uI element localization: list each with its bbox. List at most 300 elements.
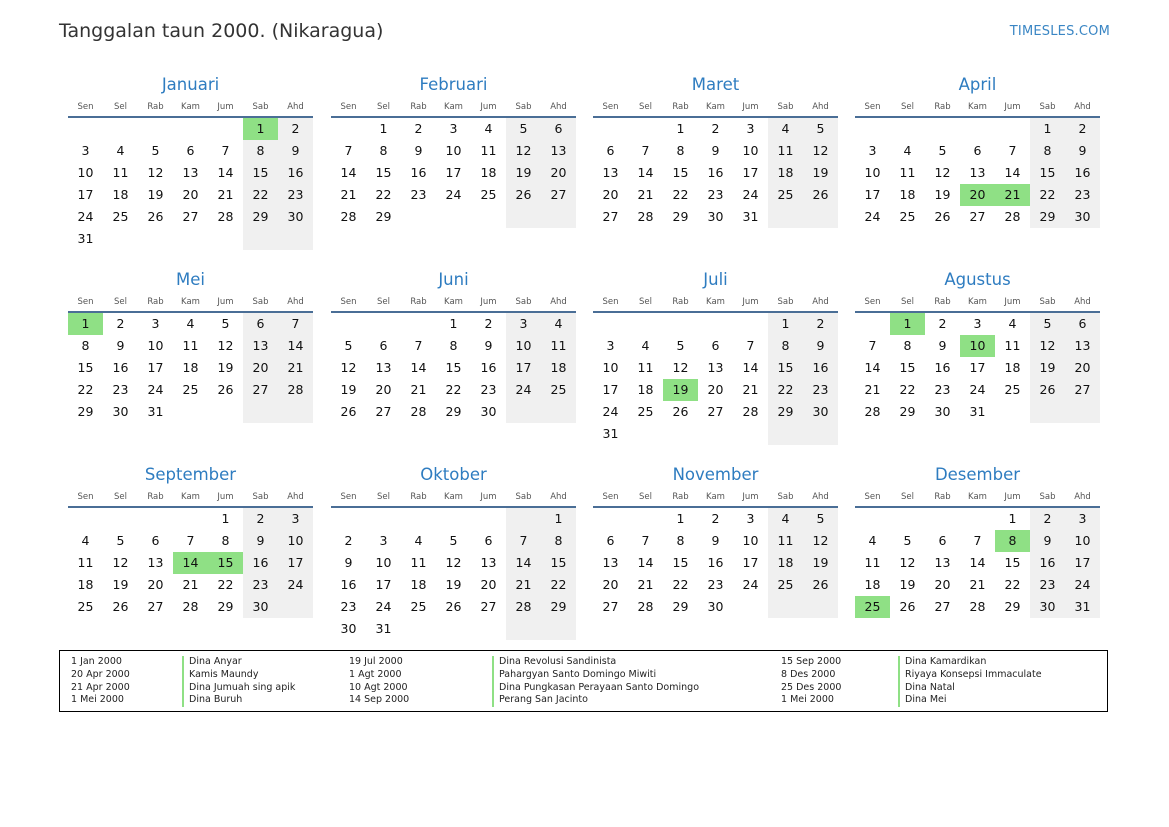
- day-blank: [278, 228, 313, 250]
- day-cell: 16: [112, 360, 129, 375]
- day-cell: 7: [344, 143, 353, 158]
- day-cell: 22: [1030, 184, 1065, 206]
- day-cell: 26: [445, 599, 462, 614]
- weekday-label: Kam: [444, 102, 463, 112]
- day-cell: 14: [410, 360, 427, 375]
- day-cell: 22: [768, 379, 803, 401]
- day-blank: [401, 508, 436, 530]
- day-cell: 13: [707, 360, 724, 375]
- day-cell: 27: [1065, 379, 1100, 401]
- day-cell: 21: [969, 577, 986, 592]
- day-cell: 9: [116, 338, 125, 353]
- day-cell: 27: [147, 599, 164, 614]
- weekday-label: Kam: [706, 102, 725, 112]
- day-cell: 26: [1030, 379, 1065, 401]
- day-cell: 19: [1030, 357, 1065, 379]
- day-cell: 18: [637, 382, 654, 397]
- day-cell: 7: [641, 533, 650, 548]
- day-blank: [138, 508, 173, 530]
- weekday-label: Rab: [672, 492, 689, 502]
- weekday-label: Rab: [147, 492, 164, 502]
- day-cell: 17: [864, 187, 881, 202]
- weekday-label: Rab: [672, 297, 689, 307]
- day-cell: 11: [480, 143, 497, 158]
- day-cell: 9: [1065, 140, 1100, 162]
- day-cell: 22: [672, 577, 689, 592]
- holiday-name: Dina Natal: [898, 682, 955, 695]
- day-blank: [768, 423, 803, 445]
- day-cell: 6: [484, 533, 493, 548]
- day-cell: 16: [1030, 552, 1065, 574]
- day-grid: [855, 118, 1100, 228]
- day-cell: 16: [243, 552, 278, 574]
- day-cell: 23: [1030, 574, 1065, 596]
- day-blank: [243, 401, 278, 423]
- day-cell: 30: [934, 404, 951, 419]
- day-blank: [401, 206, 436, 228]
- day-blank: [628, 508, 663, 530]
- month-november: [593, 463, 838, 618]
- day-blank: [855, 118, 890, 140]
- day-cell: 15: [672, 165, 689, 180]
- day-cell: 4: [641, 338, 650, 353]
- day-blank: [173, 401, 208, 423]
- day-blank: [593, 313, 628, 335]
- day-cell: 1: [541, 508, 576, 530]
- weekday-label: Kam: [444, 297, 463, 307]
- day-cell: 14: [1004, 165, 1021, 180]
- day-blank: [208, 228, 243, 250]
- month-name: Juni: [438, 270, 469, 289]
- weekday-label: Kam: [181, 297, 200, 307]
- weekday-label: Ahd: [812, 102, 829, 112]
- weekday-header: [331, 490, 576, 504]
- day-blank: [331, 508, 366, 530]
- weekday-label: Sel: [901, 102, 914, 112]
- weekday-header: [68, 295, 313, 309]
- day-blank: [925, 508, 960, 530]
- day-cell: 8: [541, 530, 576, 552]
- day-blank: [593, 508, 628, 530]
- holiday-name: Riyaya Konsepsi Immaculate: [898, 669, 1042, 682]
- day-cell: 18: [541, 357, 576, 379]
- day-cell: 8: [243, 140, 278, 162]
- day-cell: 1: [1030, 118, 1065, 140]
- day-cell: 13: [541, 140, 576, 162]
- day-cell: 11: [899, 165, 916, 180]
- day-cell: 14: [742, 360, 759, 375]
- day-cell: 2: [414, 121, 423, 136]
- day-cell: 2: [711, 121, 720, 136]
- day-cell: 27: [602, 209, 619, 224]
- day-cell: 9: [711, 533, 720, 548]
- day-cell: 23: [934, 382, 951, 397]
- day-cell: 19: [934, 187, 951, 202]
- day-cell: 7: [506, 530, 541, 552]
- day-grid: [855, 508, 1100, 618]
- day-blank: [541, 206, 576, 228]
- day-cell: 7: [973, 533, 982, 548]
- day-cell: 23: [410, 187, 427, 202]
- day-cell: 6: [711, 338, 720, 353]
- day-cell: 10: [742, 533, 759, 548]
- day-cell: 18: [480, 165, 497, 180]
- month-name: April: [958, 75, 997, 94]
- day-cell: 26: [803, 574, 838, 596]
- holiday-name: Perang San Jacinto: [492, 694, 588, 707]
- day-blank: [628, 118, 663, 140]
- weekday-label: Sen: [602, 102, 619, 112]
- day-cell: 17: [969, 360, 986, 375]
- day-blank: [366, 508, 401, 530]
- day-cell: 2: [803, 313, 838, 335]
- day-cell: 14: [864, 360, 881, 375]
- day-grid: [593, 313, 838, 445]
- day-cell: 18: [410, 577, 427, 592]
- day-cell: 13: [969, 165, 986, 180]
- day-cell: 14: [217, 165, 234, 180]
- day-cell: 13: [480, 555, 497, 570]
- month-agustus: [855, 268, 1100, 423]
- day-blank: [471, 508, 506, 530]
- day-cell: 10: [506, 335, 541, 357]
- day-cell: 12: [934, 165, 951, 180]
- day-cell: 5: [676, 338, 685, 353]
- day-cell: 7: [221, 143, 230, 158]
- day-cell: 30: [480, 404, 497, 419]
- day-cell: 10: [375, 555, 392, 570]
- day-cell: 15: [445, 360, 462, 375]
- day-cell: 3: [746, 511, 755, 526]
- day-blank: [855, 313, 890, 335]
- day-cell: 9: [344, 555, 353, 570]
- day-cell: 28: [1004, 209, 1021, 224]
- day-cell: 1: [1008, 511, 1017, 526]
- day-cell: 6: [938, 533, 947, 548]
- weekday-label: Sab: [777, 102, 794, 112]
- day-cell: 8: [903, 338, 912, 353]
- day-cell: 16: [340, 577, 357, 592]
- day-cell: 24: [864, 209, 881, 224]
- day-blank: [541, 401, 576, 423]
- day-cell: 17: [742, 165, 759, 180]
- weekday-label: Sel: [639, 297, 652, 307]
- day-cell: 19: [803, 162, 838, 184]
- day-cell: 23: [707, 577, 724, 592]
- day-cell: 21: [340, 187, 357, 202]
- day-cell: 21: [410, 382, 427, 397]
- weekday-label: Rab: [410, 492, 427, 502]
- weekday-label: Sel: [114, 297, 127, 307]
- day-cell: 26: [803, 184, 838, 206]
- day-cell: 13: [375, 360, 392, 375]
- day-cell: 10: [864, 165, 881, 180]
- day-blank: [173, 508, 208, 530]
- weekday-header: [331, 100, 576, 114]
- day-cell: 23: [480, 382, 497, 397]
- weekday-label: Sel: [901, 492, 914, 502]
- weekday-label: Kam: [968, 492, 987, 502]
- day-blank: [855, 508, 890, 530]
- weekday-label: Jum: [480, 102, 497, 112]
- day-cell: 31: [147, 404, 164, 419]
- day-cell: 24: [147, 382, 164, 397]
- day-grid: [331, 508, 576, 640]
- day-cell: 13: [243, 335, 278, 357]
- month-name: September: [144, 465, 237, 484]
- day-cell: 18: [864, 577, 881, 592]
- day-blank: [103, 228, 138, 250]
- day-cell: 2: [243, 508, 278, 530]
- day-cell: 9: [803, 335, 838, 357]
- day-cell: 3: [506, 313, 541, 335]
- holiday-date: 25 Des 2000: [781, 681, 842, 693]
- day-cell: 19: [803, 552, 838, 574]
- day-cell: 30: [803, 401, 838, 423]
- day-cell: 2: [938, 316, 947, 331]
- day-cell: 8: [676, 143, 685, 158]
- weekday-label: Jum: [742, 297, 759, 307]
- day-cell: 28: [410, 404, 427, 419]
- month-name: Maret: [691, 75, 740, 94]
- day-cell: 9: [1030, 530, 1065, 552]
- day-cell: 1: [676, 511, 685, 526]
- weekday-label: Sel: [114, 102, 127, 112]
- weekday-label: Sab: [777, 492, 794, 502]
- day-cell: 27: [375, 404, 392, 419]
- day-cell: 8: [1030, 140, 1065, 162]
- day-blank: [436, 206, 471, 228]
- day-cell: 3: [379, 533, 388, 548]
- day-blank: [401, 313, 436, 335]
- month-name: Mei: [176, 270, 205, 289]
- day-cell: 15: [77, 360, 94, 375]
- holiday-date: 1 Jan 2000: [71, 656, 122, 667]
- day-cell: 13: [602, 555, 619, 570]
- weekday-label: Jum: [1004, 492, 1021, 502]
- day-cell: 26: [506, 184, 541, 206]
- day-cell: 28: [637, 209, 654, 224]
- day-cell: 18: [768, 552, 803, 574]
- day-cell: 15: [672, 555, 689, 570]
- day-cell: 7: [868, 338, 877, 353]
- day-cell: 11: [182, 338, 199, 353]
- month-september: [68, 463, 313, 618]
- holiday-name: Dina Mei: [898, 694, 947, 707]
- day-blank: [925, 118, 960, 140]
- month-maret: [593, 73, 838, 228]
- day-cell: 3: [746, 121, 755, 136]
- day-blank: [1065, 401, 1100, 423]
- day-cell: 9: [243, 530, 278, 552]
- day-cell: 11: [768, 140, 803, 162]
- day-blank: [698, 313, 733, 335]
- day-blank: [208, 401, 243, 423]
- day-blank: [278, 401, 313, 423]
- holiday-day: 20: [960, 184, 995, 206]
- day-cell: 16: [410, 165, 427, 180]
- day-cell: 15: [243, 162, 278, 184]
- weekday-header: [68, 100, 313, 114]
- day-cell: 31: [742, 209, 759, 224]
- weekday-label: Rab: [410, 297, 427, 307]
- day-cell: 27: [934, 599, 951, 614]
- day-blank: [1030, 401, 1065, 423]
- day-cell: 5: [116, 533, 125, 548]
- day-cell: 21: [637, 577, 654, 592]
- day-cell: 29: [77, 404, 94, 419]
- holiday-name: Dina Revolusi Sandinista: [492, 656, 616, 669]
- day-cell: 3: [606, 338, 615, 353]
- day-blank: [436, 618, 471, 640]
- day-cell: 23: [1065, 184, 1100, 206]
- month-name: Agustus: [944, 270, 1011, 289]
- day-cell: 1: [676, 121, 685, 136]
- holiday-date: 21 Apr 2000: [71, 681, 130, 693]
- weekday-label: Jum: [217, 297, 234, 307]
- day-cell: 22: [899, 382, 916, 397]
- day-cell: 21: [742, 382, 759, 397]
- day-blank: [995, 118, 1030, 140]
- day-cell: 3: [1065, 508, 1100, 530]
- weekday-label: Jum: [480, 492, 497, 502]
- day-cell: 30: [112, 404, 129, 419]
- day-cell: 15: [899, 360, 916, 375]
- holiday-name: Kamis Maundy: [182, 669, 258, 682]
- weekday-label: Rab: [147, 102, 164, 112]
- day-cell: 2: [711, 511, 720, 526]
- holiday-date: 15 Sep 2000: [781, 656, 842, 667]
- day-blank: [103, 508, 138, 530]
- day-cell: 14: [340, 165, 357, 180]
- day-blank: [506, 618, 541, 640]
- day-blank: [471, 206, 506, 228]
- day-cell: 6: [606, 143, 615, 158]
- day-cell: 26: [340, 404, 357, 419]
- day-cell: 6: [151, 533, 160, 548]
- day-cell: 8: [379, 143, 388, 158]
- weekday-header: [331, 295, 576, 309]
- day-cell: 30: [1030, 596, 1065, 618]
- day-cell: 10: [742, 143, 759, 158]
- day-cell: 6: [541, 118, 576, 140]
- day-blank: [768, 596, 803, 618]
- day-cell: 18: [112, 187, 129, 202]
- day-blank: [803, 423, 838, 445]
- day-cell: 25: [410, 599, 427, 614]
- day-cell: 25: [112, 209, 129, 224]
- weekday-label: Rab: [934, 102, 951, 112]
- day-blank: [768, 206, 803, 228]
- holiday-day: 25: [855, 596, 890, 618]
- day-blank: [68, 118, 103, 140]
- day-cell: 12: [445, 555, 462, 570]
- weekday-label: Kam: [968, 102, 987, 112]
- day-cell: 20: [934, 577, 951, 592]
- month-name: Desember: [934, 465, 1021, 484]
- day-cell: 27: [707, 404, 724, 419]
- day-cell: 19: [899, 577, 916, 592]
- day-cell: 16: [707, 555, 724, 570]
- day-cell: 3: [449, 121, 458, 136]
- day-cell: 20: [375, 382, 392, 397]
- day-cell: 21: [864, 382, 881, 397]
- day-cell: 31: [1065, 596, 1100, 618]
- day-cell: 26: [147, 209, 164, 224]
- day-grid: [593, 508, 838, 618]
- day-cell: 24: [375, 599, 392, 614]
- day-cell: 26: [672, 404, 689, 419]
- day-cell: 30: [278, 206, 313, 228]
- day-blank: [331, 313, 366, 335]
- day-cell: 29: [672, 599, 689, 614]
- day-cell: 6: [379, 338, 388, 353]
- day-cell: 24: [445, 187, 462, 202]
- weekday-label: Sab: [252, 102, 269, 112]
- weekday-label: Sel: [639, 102, 652, 112]
- day-cell: 7: [1008, 143, 1017, 158]
- day-blank: [401, 618, 436, 640]
- holiday-legend: [59, 650, 1108, 712]
- day-cell: 9: [711, 143, 720, 158]
- month-oktober: [331, 463, 576, 640]
- day-cell: 19: [445, 577, 462, 592]
- weekday-header: [593, 490, 838, 504]
- holiday-date: 20 Apr 2000: [71, 668, 130, 680]
- holiday-date: 14 Sep 2000: [349, 694, 410, 706]
- day-cell: 12: [803, 140, 838, 162]
- day-cell: 12: [340, 360, 357, 375]
- day-cell: 25: [77, 599, 94, 614]
- day-blank: [138, 228, 173, 250]
- day-blank: [628, 313, 663, 335]
- weekday-label: Sel: [377, 102, 390, 112]
- day-cell: 12: [112, 555, 129, 570]
- site-link[interactable]: TIMESLES.COM: [1009, 24, 1110, 39]
- weekday-label: Ahd: [812, 297, 829, 307]
- day-grid: [68, 313, 313, 423]
- day-blank: [733, 596, 768, 618]
- day-cell: 10: [602, 360, 619, 375]
- day-cell: 20: [1065, 357, 1100, 379]
- day-blank: [68, 508, 103, 530]
- day-cell: 20: [480, 577, 497, 592]
- day-cell: 24: [602, 404, 619, 419]
- day-cell: 14: [969, 555, 986, 570]
- day-cell: 3: [151, 316, 160, 331]
- day-cell: 29: [899, 404, 916, 419]
- weekday-label: Ahd: [287, 297, 304, 307]
- month-name: Juli: [703, 270, 728, 289]
- day-cell: 24: [969, 382, 986, 397]
- weekday-label: Jum: [742, 102, 759, 112]
- day-grid: [331, 313, 576, 423]
- weekday-label: Sab: [777, 297, 794, 307]
- day-cell: 22: [672, 187, 689, 202]
- day-cell: 30: [707, 209, 724, 224]
- day-cell: 13: [182, 165, 199, 180]
- weekday-label: Kam: [181, 492, 200, 502]
- day-blank: [663, 313, 698, 335]
- day-cell: 21: [217, 187, 234, 202]
- day-cell: 11: [77, 555, 94, 570]
- day-cell: 28: [969, 599, 986, 614]
- day-cell: 12: [147, 165, 164, 180]
- day-cell: 16: [934, 360, 951, 375]
- day-cell: 26: [217, 382, 234, 397]
- day-cell: 29: [375, 209, 392, 224]
- day-grid: [593, 118, 838, 228]
